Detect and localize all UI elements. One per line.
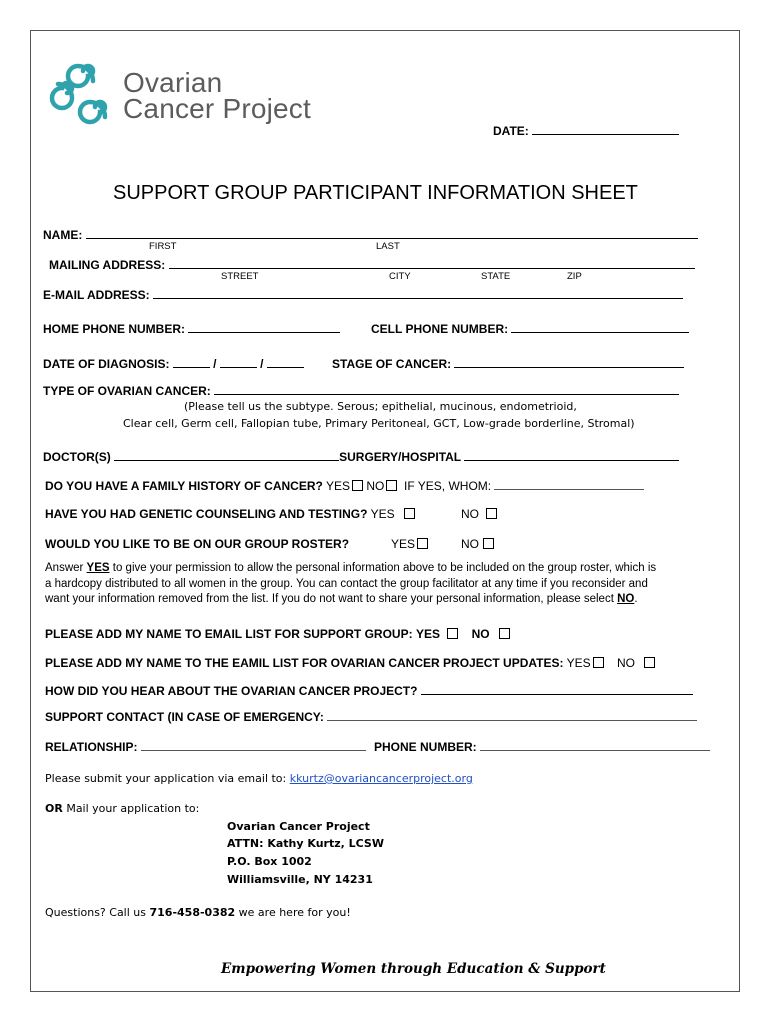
email-field[interactable] (43, 287, 683, 302)
roster-no-checkbox[interactable] (483, 538, 494, 549)
diagnosis-day-line[interactable] (220, 356, 257, 368)
relationship-line[interactable] (141, 739, 366, 751)
questions-phone[interactable]: 716-458-0382 (149, 906, 236, 919)
support-no-label: NO (471, 627, 490, 641)
genetic-question: HAVE YOU HAD GENETIC COUNSELING AND TESTING? (45, 507, 368, 521)
genetic-no (461, 507, 497, 521)
roster-yes (391, 537, 428, 551)
address-line-2: ATTN: Kathy Kurtz, LCSW (227, 837, 384, 850)
cell-phone-field[interactable] (371, 321, 689, 336)
email-label: E-MAIL ADDRESS: (43, 288, 150, 302)
consent-text-b: to give your permission to allow the personal information above to be included on the group roster, which is (109, 562, 657, 574)
diagnosis-date-label: DATE OF DIAGNOSIS: (43, 357, 170, 371)
relationship-label: RELATIONSHIP: (45, 740, 138, 754)
support-email-question: PLEASE ADD MY NAME TO EMAIL LIST FOR SUPPORT GROUP: (45, 627, 413, 641)
name-line[interactable] (86, 227, 698, 239)
hear-about-field[interactable] (45, 683, 693, 698)
ocp-logo-icon (45, 51, 125, 131)
name-label: NAME: (43, 228, 83, 242)
date-slash-1: / (213, 357, 217, 371)
consent-text-a: Answer (45, 562, 87, 574)
cancer-type-field[interactable] (43, 383, 679, 398)
email-line[interactable] (153, 287, 683, 299)
roster-yes-checkbox[interactable] (417, 538, 428, 549)
name-field[interactable] (43, 227, 698, 242)
hear-about-label: HOW DID YOU HEAR ABOUT THE OVARIAN CANCER PROJECT? (45, 684, 418, 698)
consent-line-3 (45, 593, 638, 605)
diagnosis-month-line[interactable] (173, 356, 210, 368)
roster-yes-label: YES (391, 537, 416, 551)
roster-no (461, 537, 494, 551)
or-label: OR (45, 802, 63, 815)
consent-yes: YES (86, 562, 110, 574)
email-link[interactable]: kkurtz@ovariancancerproject.org (289, 772, 473, 785)
roster-question: WOULD YOU LIKE TO BE ON OUR GROUP ROSTER? (45, 537, 350, 551)
home-phone-line[interactable] (188, 321, 340, 333)
support-contact-line[interactable] (327, 709, 697, 721)
questions-text-b: we are here for you! (235, 906, 351, 919)
address-line-1: Ovarian Cancer Project (227, 820, 370, 833)
cancer-type-label: TYPE OF OVARIAN CANCER: (43, 384, 211, 398)
city-caption: CITY (389, 271, 411, 282)
mailing-line[interactable] (169, 257, 695, 269)
cell-phone-label: CELL PHONE NUMBER: (371, 322, 509, 336)
stage-label: STAGE OF CANCER: (332, 357, 452, 371)
family-history-question: DO YOU HAVE A FAMILY HISTORY OF CANCER? (45, 479, 323, 493)
logo-line-2: Cancer Project (123, 93, 311, 124)
home-phone-label: HOME PHONE NUMBER: (43, 322, 186, 336)
mail-instructions (45, 802, 199, 815)
support-no-checkbox[interactable] (499, 628, 510, 639)
cancer-type-line[interactable] (214, 383, 679, 395)
first-caption: FIRST (149, 241, 177, 252)
consent-line-2: a hardcopy distributed to all women in the group. You can contact the group facilitator at any time if you reconsider and (45, 578, 648, 590)
questions-text-a: Questions? Call us (45, 906, 150, 919)
consent-period: . (634, 593, 638, 605)
address-line-4: Williamsville, NY 14231 (227, 873, 373, 886)
genetic-yes-checkbox[interactable] (404, 508, 415, 519)
ocp-updates-question: PLEASE ADD MY NAME TO THE EAMIL LIST FOR OVARIAN CANCER PROJECT UPDATES: (45, 656, 564, 670)
email-instructions (45, 772, 473, 785)
mailing-field[interactable] (49, 257, 695, 272)
home-phone-field[interactable] (43, 321, 340, 336)
family-yes-label: YES (325, 479, 350, 493)
family-yes-checkbox[interactable] (352, 480, 363, 491)
cell-phone-line[interactable] (511, 321, 689, 333)
date-label: DATE: (493, 124, 529, 138)
ocp-no-checkbox[interactable] (644, 657, 655, 668)
support-contact-label: SUPPORT CONTACT (IN CASE OF EMERGENCY: (45, 710, 324, 724)
diagnosis-date-field[interactable] (43, 356, 304, 371)
ocp-yes-label: YES (566, 656, 591, 670)
mailing-label: MAILING ADDRESS: (49, 258, 166, 272)
footer-tagline: Empowering Women through Education & Support (221, 961, 606, 977)
form-page (30, 30, 740, 992)
contact-phone-line[interactable] (480, 739, 710, 751)
subtype-hint-2: Clear cell, Germ cell, Fallopian tube, Primary Peritoneal, GCT, Low-grade borderline, Stromal) (123, 417, 635, 430)
date-field[interactable] (493, 123, 679, 138)
subtype-hint-1: (Please tell us the subtype. Serous; epithelial, mucinous, endometrioid, (184, 400, 577, 413)
support-contact-field[interactable] (45, 709, 697, 724)
genetic-row (45, 507, 415, 521)
ocp-updates-row (45, 656, 655, 670)
page-title: SUPPORT GROUP PARTICIPANT INFORMATION SHEET (113, 182, 638, 204)
genetic-no-checkbox[interactable] (486, 508, 497, 519)
surgery-label: SURGERY/HOSPITAL (339, 450, 461, 464)
state-caption: STATE (481, 271, 511, 282)
consent-text-c: want your information removed from the list. If you do not want to share your personal information, please select (45, 593, 618, 605)
stage-line[interactable] (454, 356, 684, 368)
family-history-row (45, 478, 644, 493)
email-instructions-text: Please submit your application via email to: (45, 772, 290, 785)
zip-caption: ZIP (567, 271, 582, 282)
support-email-row (45, 627, 510, 641)
logo-line-1: Ovarian (123, 67, 223, 98)
consent-line-1 (45, 562, 656, 574)
consent-no: NO (617, 593, 635, 605)
contact-phone-label: PHONE NUMBER: (374, 740, 477, 754)
relationship-field[interactable] (45, 739, 366, 754)
stage-field[interactable] (332, 356, 684, 371)
genetic-yes-label: YES (370, 507, 395, 521)
roster-no-label: NO (461, 537, 479, 551)
contact-phone-field[interactable] (374, 739, 710, 754)
doctor-field[interactable] (43, 449, 679, 464)
doctor-label: DOCTOR(S) (43, 450, 111, 464)
doctor-line[interactable] (114, 449, 339, 461)
last-caption: LAST (376, 241, 400, 252)
family-whom-line[interactable] (494, 478, 644, 490)
surgery-line[interactable] (464, 449, 679, 461)
date-line[interactable] (532, 123, 679, 135)
mail-instructions-text: Mail your application to: (62, 802, 200, 815)
ocp-no-label: NO (616, 656, 635, 670)
support-yes-label: YES (415, 627, 440, 641)
diagnosis-year-line[interactable] (267, 356, 304, 368)
questions-line (45, 906, 351, 919)
family-no-checkbox[interactable] (386, 480, 397, 491)
if-yes-label: IF YES, WHOM: (403, 479, 492, 493)
address-line-3: P.O. Box 1002 (227, 855, 312, 868)
support-yes-checkbox[interactable] (447, 628, 458, 639)
family-no-label: NO (366, 479, 385, 493)
hear-about-line[interactable] (421, 683, 693, 695)
genetic-no-label: NO (461, 507, 479, 521)
street-caption: STREET (221, 271, 259, 282)
date-slash-2: / (260, 357, 264, 371)
ocp-yes-checkbox[interactable] (593, 657, 604, 668)
